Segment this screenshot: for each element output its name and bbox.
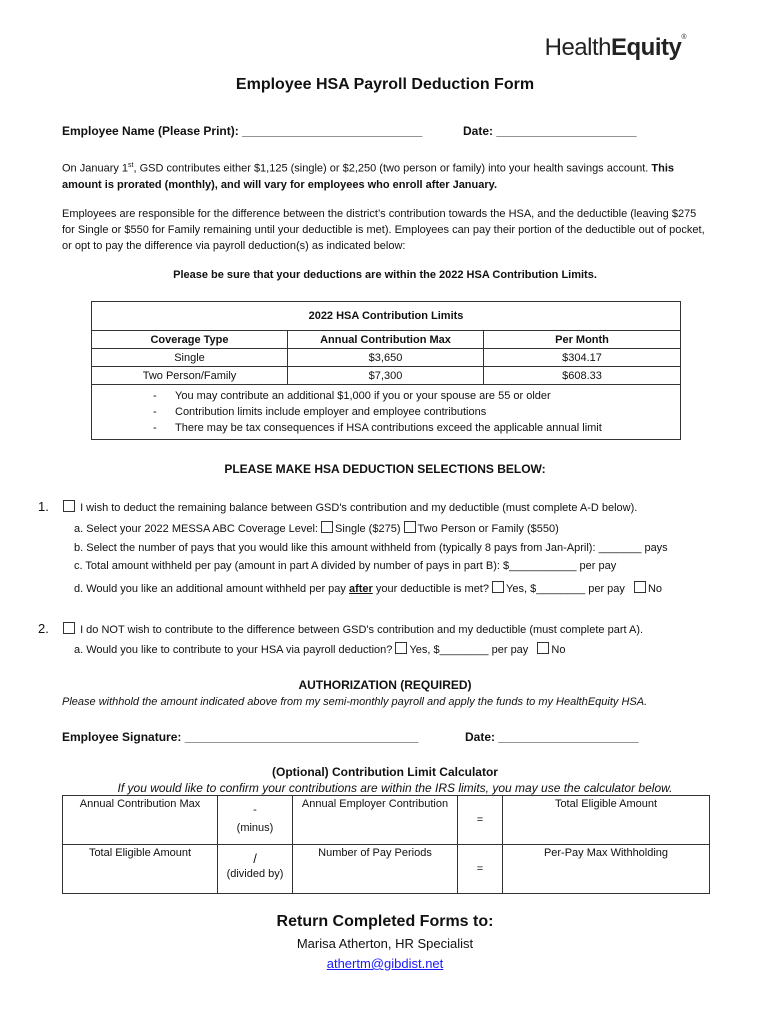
option-2a-yes-checkbox[interactable]: [395, 642, 407, 654]
logo-registered-mark: ®: [681, 34, 686, 41]
return-heading: Return Completed Forms to:: [276, 913, 494, 930]
calc-operator-cell: [218, 845, 293, 894]
option-2-row: [63, 622, 643, 636]
option-1b-field[interactable]: b. Select the number of pays that you would like this amount withheld from (typically 8 pays from Jan-April): _______ pays: [74, 542, 668, 554]
option-1d-yes-checkbox[interactable]: [492, 581, 504, 593]
authorization-heading: AUTHORIZATION (REQUIRED): [298, 678, 472, 692]
logo-text-equity: Equity: [610, 34, 682, 61]
option-1-number: 1.: [38, 499, 49, 514]
option-1a-label: a. Select your 2022 MESSA ABC Coverage Level:: [74, 523, 318, 535]
limits-header-coverage: Coverage Type: [92, 331, 288, 349]
divide-label: (divided by): [226, 868, 284, 880]
option-2a-row: [74, 642, 565, 656]
option-1d-row: [74, 581, 662, 595]
option-1d-after: after: [348, 583, 373, 595]
option-1d-pre: d. Would you like an additional amount withheld per pay: [74, 583, 349, 595]
option-1c-field[interactable]: c. Total amount withheld per pay (amount in part A divided by number of pays in part B): $___________ per pay: [74, 560, 617, 572]
option-2a-yes-label[interactable]: Yes, $________ per pay: [409, 644, 529, 656]
limits-header-annual: Annual Contribution Max: [288, 331, 484, 349]
list-item: - Contribution limits include employer and employee contributions: [92, 404, 680, 420]
option-2a-no-label: No: [551, 644, 566, 656]
equals-symbol: =: [458, 796, 503, 845]
selections-heading: PLEASE MAKE HSA DEDUCTION SELECTIONS BELOW:: [224, 462, 546, 476]
intro-paragraph-2: Employees are responsible for the difference between the district’s contribution towards the HSA, and the deductible (leaving $275 for Single or $550 for Family remaining until your deductible is met). Employees can pay their portion of the deductible out of pocket, or opt to pay the difference via payroll deduction(s) as indicated below:: [62, 208, 705, 252]
calc-cell[interactable]: Total Eligible Amount: [63, 845, 218, 894]
option-1a-row: [74, 521, 559, 535]
authorization-text: Please withhold the amount indicated above from my semi-monthly payroll and apply the funds to my HealthEquity HSA.: [62, 696, 648, 708]
healthequity-logo: [545, 34, 686, 62]
option-2-text: I do NOT wish to contribute to the difference between GSD's contribution and my deductible (must complete part A).: [80, 624, 644, 636]
list-item: - There may be tax consequences if HSA contributions exceed the applicable annual limit: [92, 420, 680, 436]
calculator-heading: (Optional) Contribution Limit Calculator: [272, 765, 498, 779]
calc-cell[interactable]: Annual Contribution Max: [63, 796, 218, 845]
table-row: [63, 845, 710, 894]
single-checkbox[interactable]: [321, 521, 333, 533]
limits-reminder: Please be sure that your deductions are within the 2022 HSA Contribution Limits.: [173, 269, 597, 281]
intro-p1-sup: st: [128, 162, 134, 169]
option-1d-yes-label[interactable]: Yes, $________ per pay: [506, 583, 625, 595]
option-1d-post: your deductible is met?: [372, 583, 489, 595]
limits-cell: Single: [92, 349, 288, 367]
limits-cell: Two Person/Family: [92, 367, 288, 385]
return-email-link[interactable]: athertm@gibdist.net: [326, 956, 444, 971]
signature-field[interactable]: Employee Signature: ___________________________________: [62, 730, 419, 744]
divide-symbol: /: [253, 851, 257, 866]
limits-cell: $608.33: [484, 367, 681, 385]
intro-p1-bold: This amount is prorated (monthly), and will vary for employees who enroll after January.: [62, 162, 675, 191]
limits-cell: $7,300: [288, 367, 484, 385]
limits-header-month: Per Month: [484, 331, 681, 349]
calc-cell[interactable]: Per-Pay Max Withholding: [503, 845, 710, 894]
minus-symbol: -: [253, 804, 257, 816]
limits-cell: $3,650: [288, 349, 484, 367]
limits-cell: $304.17: [484, 349, 681, 367]
contribution-calculator: [62, 795, 710, 894]
option-1-text: I wish to deduct the remaining balance between GSD's contribution and my deductible (must complete A-D below).: [80, 502, 638, 514]
table-row: [63, 796, 710, 845]
authorization-date-field[interactable]: Date: _____________________: [465, 730, 639, 744]
option-2a-no-checkbox[interactable]: [537, 642, 549, 654]
return-email-wrapper: [0, 956, 770, 971]
logo-text-health: Health: [544, 34, 611, 61]
calc-cell[interactable]: Number of Pay Periods: [293, 845, 458, 894]
option-2a-label: a. Would you like to contribute to your HSA via payroll deduction?: [74, 644, 393, 656]
option-2-checkbox[interactable]: [63, 622, 75, 634]
return-contact-name: Marisa Atherton, HR Specialist: [296, 936, 474, 951]
employee-name-field[interactable]: Employee Name (Please Print): ___________________________: [62, 124, 423, 138]
limits-notes: [92, 388, 680, 436]
calc-operator-cell: [218, 796, 293, 845]
two-person-label: Two Person or Family ($550): [417, 523, 559, 535]
option-2-number: 2.: [38, 621, 49, 636]
option-1-checkbox[interactable]: [63, 500, 75, 512]
intro-paragraph-1: [62, 158, 712, 193]
two-person-checkbox[interactable]: [404, 521, 416, 533]
intro-p1-middle: , GSD contributes either $1,125 (single) or $2,250 (two person or family) into your health savings account.: [133, 162, 652, 175]
calc-cell[interactable]: Annual Employer Contribution: [293, 796, 458, 845]
option-1-row: [63, 500, 637, 514]
limits-table-title: 2022 HSA Contribution Limits: [92, 302, 681, 331]
calculator-subheading: If you would like to confirm your contributions are within the IRS limits, you may use the calculator below.: [117, 781, 673, 795]
limits-notes-cell: [92, 385, 681, 440]
single-label: Single ($275): [335, 523, 401, 535]
option-1d-no-checkbox[interactable]: [634, 581, 646, 593]
minus-label: (minus): [236, 822, 274, 834]
intro-p1-start: On January 1: [62, 162, 129, 175]
list-item: - You may contribute an additional $1,000 if you or your spouse are 55 or older: [92, 388, 680, 404]
table-row: [92, 367, 681, 385]
equals-symbol: =: [458, 845, 503, 894]
option-1d-no-label: No: [647, 583, 663, 595]
table-row: [92, 349, 681, 367]
contribution-limits-table: [91, 301, 681, 440]
calc-cell[interactable]: Total Eligible Amount: [503, 796, 710, 845]
form-title: Employee HSA Payroll Deduction Form: [235, 76, 535, 93]
date-field[interactable]: Date: _____________________: [463, 124, 637, 138]
